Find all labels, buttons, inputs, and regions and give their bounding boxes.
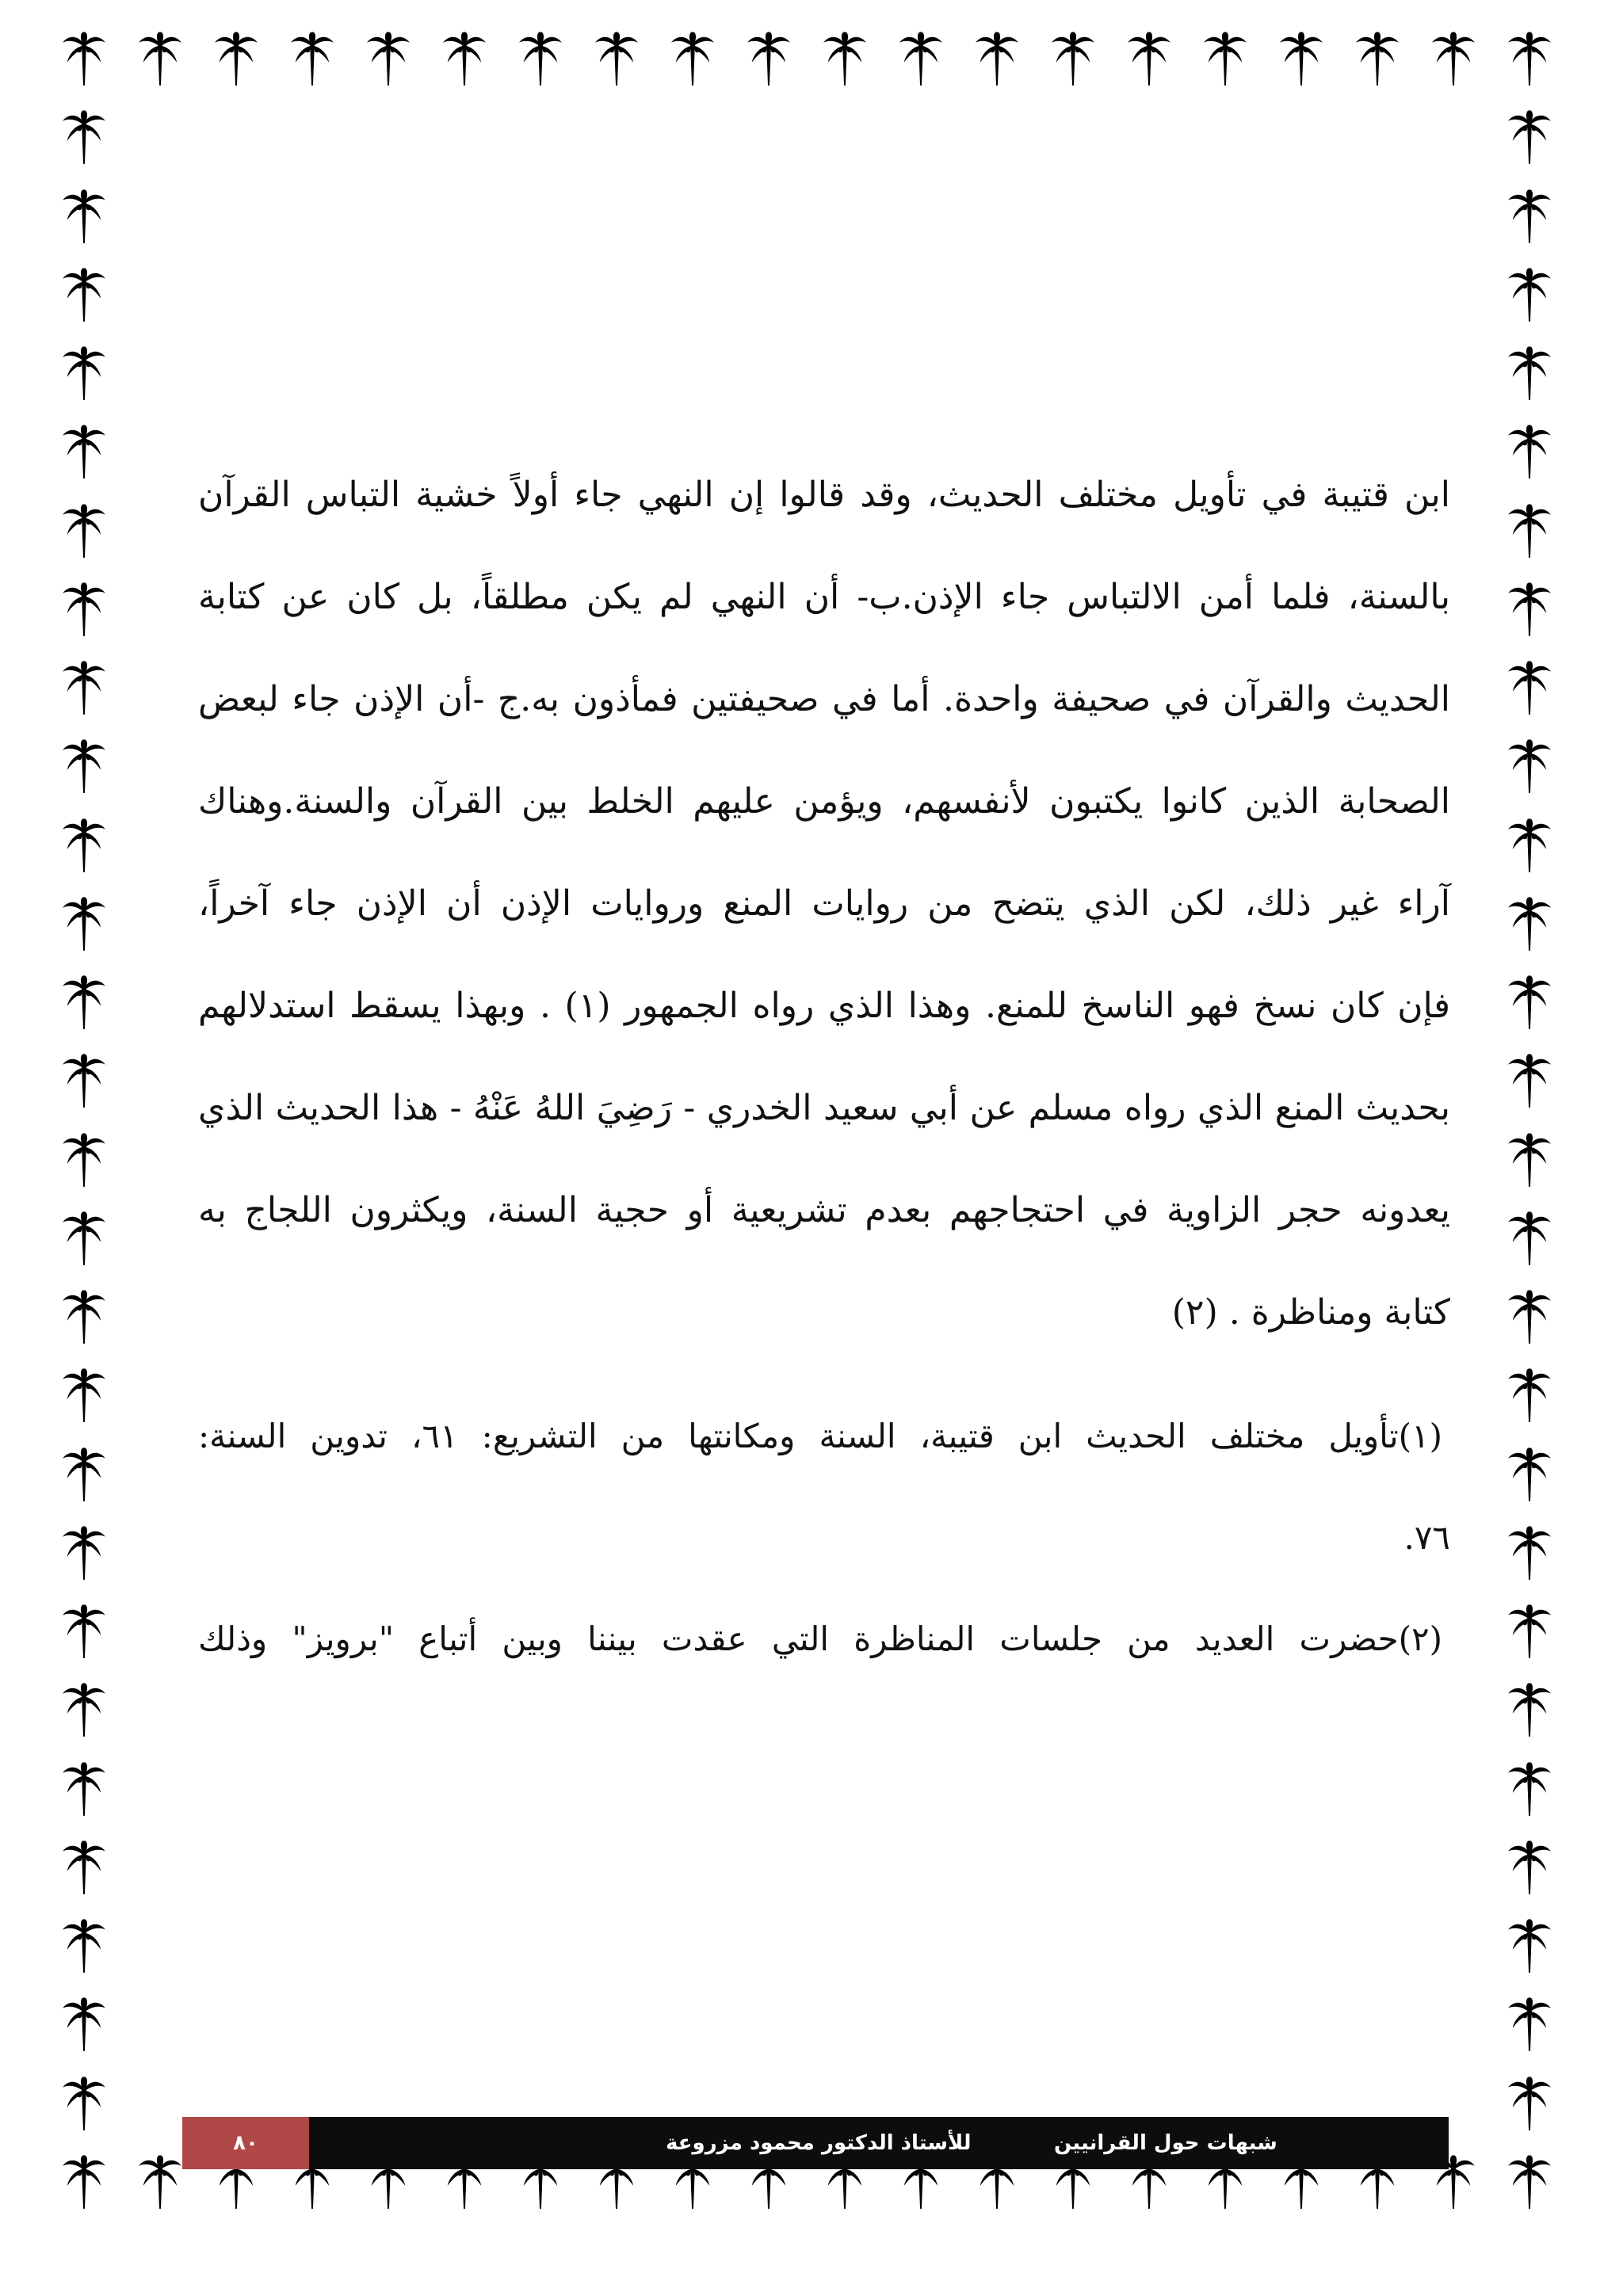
palm-tree-icon [1202, 32, 1248, 87]
palm-tree-icon [61, 1368, 107, 1424]
palm-tree-icon [61, 189, 107, 245]
footer-bar [182, 2117, 1449, 2169]
palm-tree-icon [61, 661, 107, 716]
palm-tree-icon [1507, 975, 1552, 1031]
text-line: بحديث المنع الذي رواه مسلم عن أبي سعيد الخدري - رَضِيَ اللهُ عَنْهُ - هذا الحديث الذي [198, 1088, 1450, 1128]
footnote-1-continuation: ٧٦. [1403, 1518, 1450, 1557]
palm-tree-icon [974, 32, 1020, 87]
palm-tree-icon [1507, 1290, 1552, 1345]
palm-tree-icon [1507, 739, 1552, 795]
palm-tree-icon [1507, 1683, 1552, 1738]
palm-tree-icon [61, 425, 107, 480]
footnotes [198, 1386, 1450, 1690]
palm-tree-icon [61, 1211, 107, 1267]
palm-tree-icon [1507, 425, 1552, 480]
footnote-1: (١)تأويل مختلف الحديث ابن قتيبة، السنة ومكانتها من التشريع: ٦١، تدوين السنة: [198, 1417, 1442, 1455]
palm-tree-icon [61, 582, 107, 638]
text-line: ابن قتيبة في تأويل مختلف الحديث، وقد قالوا إن النهي جاء أولاً خشية التباس القرآن [198, 475, 1450, 515]
palm-tree-icon [365, 32, 411, 87]
palm-tree-icon [61, 739, 107, 795]
palm-tree-icon [1507, 818, 1552, 874]
palm-tree-icon [441, 32, 487, 87]
palm-tree-icon [594, 32, 640, 87]
palm-tree-icon [61, 268, 107, 323]
palm-tree-icon [61, 897, 107, 952]
palm-tree-icon [1507, 504, 1552, 559]
palm-tree-icon [1507, 1368, 1552, 1424]
palm-tree-icon [61, 1133, 107, 1188]
palm-tree-icon [1126, 32, 1172, 87]
palm-tree-icon [898, 32, 944, 87]
palm-tree-icon [137, 32, 183, 87]
footnote-2: (٢)حضرت العديد من جلسات المناظرة التي عقدت بيننا وبين أتباع "برويز" وذلك [198, 1619, 1442, 1658]
main-text [198, 444, 1450, 1363]
text-line: يعدونه حجر الزاوية في احتجاجهم بعدم تشريعية أو حجية السنة، ويكثرون اللجاج به [198, 1190, 1450, 1230]
palm-tree-icon [61, 975, 107, 1031]
palm-tree-icon [61, 346, 107, 402]
palm-tree-icon [61, 1526, 107, 1581]
palm-tree-icon [1507, 897, 1552, 952]
palm-tree-icon [1507, 1762, 1552, 1817]
palm-tree-icon [61, 504, 107, 559]
palm-tree-icon [1507, 1054, 1552, 1109]
palm-tree-icon [137, 2155, 183, 2210]
palm-tree-icon [61, 2077, 107, 2132]
palm-tree-icon [1354, 32, 1400, 87]
text-line: آراء غير ذلك، لكن الذي يتضح من روايات المنع وروايات الإذن أن الإذن جاء آخراً، [198, 883, 1450, 924]
palm-tree-icon [1507, 1997, 1552, 2053]
palm-tree-icon [61, 1683, 107, 1738]
palm-tree-icon [1507, 189, 1552, 245]
palm-tree-icon [61, 110, 107, 166]
palm-tree-icon [61, 1447, 107, 1503]
footer-book-title: شبهات حول القرانيين [1054, 2131, 1277, 2155]
text-line: فإن كان نسخ فهو الناسخ للمنع. وهذا الذي رواه الجمهور (١) . وبهذا يسقط استدلالهم [198, 986, 1450, 1026]
palm-tree-icon [1507, 582, 1552, 638]
footer-author: للأستاذ الدكتور محمود مزروعة [666, 2131, 972, 2155]
palm-tree-icon [1507, 1526, 1552, 1581]
palm-tree-icon [1507, 110, 1552, 166]
palm-tree-icon [1507, 661, 1552, 716]
palm-tree-icon [1507, 1133, 1552, 1188]
palm-tree-icon [1507, 2155, 1552, 2210]
palm-tree-icon [517, 32, 563, 87]
palm-tree-icon [61, 32, 107, 87]
palm-tree-icon [1507, 346, 1552, 402]
palm-tree-icon [1507, 1604, 1552, 1660]
palm-tree-icon [61, 1762, 107, 1817]
palm-tree-icon [61, 1604, 107, 1660]
text-line: بالسنة، فلما أمن الالتباس جاء الإذن.ب- أن النهي لم يكن مطلقاً، بل كان عن كتابة [198, 577, 1450, 617]
page-body [198, 444, 1450, 1690]
palm-tree-icon [61, 1054, 107, 1109]
palm-tree-icon [1050, 32, 1096, 87]
palm-tree-icon [61, 1997, 107, 2053]
text-line: الحديث والقرآن في صحيفة واحدة. أما في صحيفتين فمأذون به.ج -أن الإذن جاء لبعض [198, 679, 1450, 719]
text-line: كتابة ومناظرة . (٢) [1171, 1292, 1450, 1333]
palm-tree-icon [61, 2155, 107, 2210]
palm-tree-icon [213, 32, 259, 87]
palm-tree-icon [1507, 268, 1552, 323]
palm-tree-icon [670, 32, 716, 87]
palm-tree-icon [1507, 1211, 1552, 1267]
palm-tree-icon [1507, 1840, 1552, 1896]
palm-tree-icon [1507, 2077, 1552, 2132]
palm-tree-icon [1507, 1919, 1552, 1974]
palm-tree-icon [746, 32, 792, 87]
text-line: الصحابة الذين كانوا يكتبون لأنفسهم، ويؤمن عليهم الخلط بين القرآن والسنة.وهناك [198, 781, 1450, 822]
palm-tree-icon [1430, 32, 1476, 87]
palm-tree-icon [61, 1840, 107, 1896]
palm-tree-icon [1507, 32, 1552, 87]
palm-tree-icon [61, 1290, 107, 1345]
palm-tree-icon [61, 1919, 107, 1974]
palm-tree-icon [822, 32, 868, 87]
palm-tree-icon [289, 32, 335, 87]
palm-tree-icon [61, 818, 107, 874]
palm-tree-icon [1507, 1447, 1552, 1503]
palm-tree-icon [1278, 32, 1324, 87]
page-number: ٨٠ [182, 2117, 309, 2169]
